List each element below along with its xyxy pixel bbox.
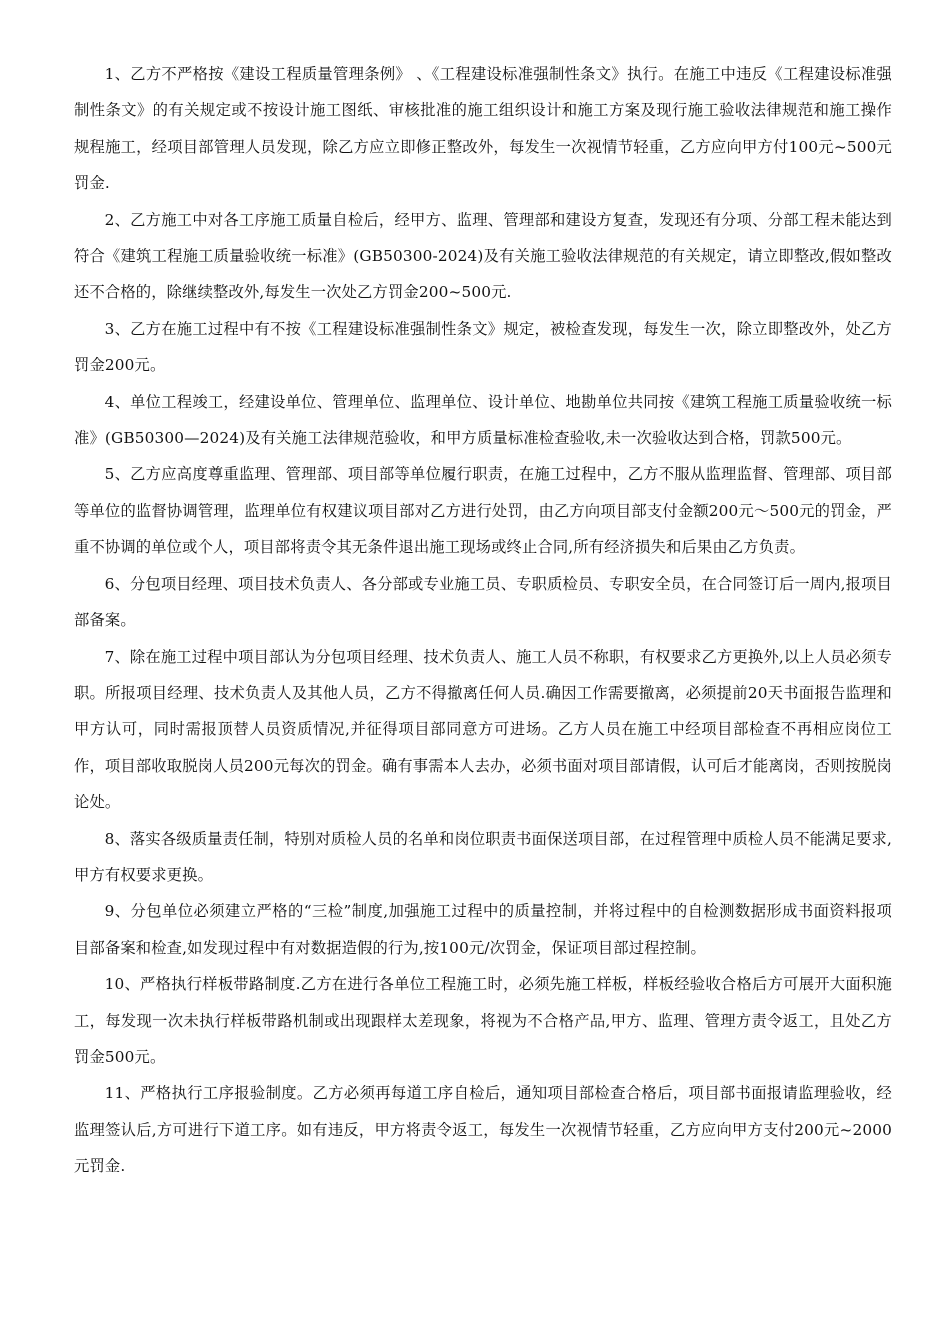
document-body xyxy=(74,56,892,1185)
clause-10: 10、严格执行样板带路制度.乙方在进行各单位工程施工时，必须先施工样板，样板经验收合格后方可展开大面积施工，每发现一次未执行样板带路机制或出现跟样太差现象，将视为不合格产品,甲方、监理、管理方责令返工，且处乙方罚金500元。 xyxy=(74,975,892,1066)
clause-7: 7、除在施工过程中项目部认为分包项目经理、技术负责人、施工人员不称职，有权要求乙方更换外,以上人员必须专职。所报项目经理、技术负责人及其他人员，乙方不得撤离任何人员.确因工作需要撤离，必须提前20天书面报告监理和甲方认可，同时需报顶替人员资质情况,并征得项目部同意方可进场。乙方人员在施工中经项目部检查不再相应岗位工作，项目部收取脱岗人员200元每次的罚金。确有事需本人去办，必须书面对项目部请假，认可后才能离岗，否则按脱岗论处。 xyxy=(74,647,892,812)
clause-11: 11、严格执行工序报验制度。乙方必须再每道工序自检后，通知项目部检查合格后，项目部书面报请监理验收，经监理签认后,方可进行下道工序。如有违反，甲方将责令返工，每发生一次视情节轻重，乙方应向甲方支付200元~2000元罚金. xyxy=(74,1084,892,1176)
clause-2: 2、乙方施工中对各工序施工质量自检后，经甲方、监理、管理部和建设方复查，发现还有分项、分部工程未能达到符合《建筑工程施工质量验收统一标准》(GB50300-2024)及有关施工验收法律规范的有关规定，请立即整改,假如整改还不合格的，除继续整改外,每发生一次处乙方罚金200~500元. xyxy=(74,210,892,302)
clause-5: 5、乙方应高度尊重监理、管理部、项目部等单位履行职责，在施工过程中，乙方不服从监理监督、管理部、项目部等单位的监督协调管理，监理单位有权建议项目部对乙方进行处罚，由乙方向项目部支付金额200元～500元的罚金，严重不协调的单位或个人，项目部将责令其无条件退出施工现场或终止合同,所有经济损失和后果由乙方负责。 xyxy=(74,465,892,557)
clause-4: 4、单位工程竣工，经建设单位、管理单位、监理单位、设计单位、地勘单位共同按《建筑工程施工质量验收统一标准》(GB50300—2024)及有关施工法律规范验收，和甲方质量标准检查验收,未一次验收达到合格，罚款500元。 xyxy=(74,392,892,448)
clause-9: 9、分包单位必须建立严格的“三检”制度,加强施工过程中的质量控制，并将过程中的自检测数据形成书面资料报项目部备案和检查,如发现过程中有对数据造假的行为,按100元/次罚金，保证项目部过程控制。 xyxy=(74,902,892,957)
clause-3: 3、乙方在施工过程中有不按《工程建设标准强制性条文》规定，被检查发现，每发生一次，除立即整改外，处乙方罚金200元。 xyxy=(74,319,892,375)
clause-8: 8、落实各级质量责任制，特别对质检人员的名单和岗位职责书面保送项目部，在过程管理中质检人员不能满足要求,甲方有权要求更换。 xyxy=(74,829,892,884)
clause-1: 1、乙方不严格按《建设工程质量管理条例》 、《工程建设标准强制性条文》执行。在施工中违反《工程建设标准强制性条文》的有关规定或不按设计施工图纸、审核批准的施工组织设计和施工方案及现行施工验收法律规范和施工操作规程施工，经项目部管理人员发现，除乙方应立即修正整改外，每发生一次视情节轻重，乙方应向甲方付100元~500元罚金. xyxy=(74,65,892,193)
clause-6: 6、分包项目经理、项目技术负责人、各分部或专业施工员、专职质检员、专职安全员，在合同签订后一周内,报项目部备案。 xyxy=(74,574,892,630)
